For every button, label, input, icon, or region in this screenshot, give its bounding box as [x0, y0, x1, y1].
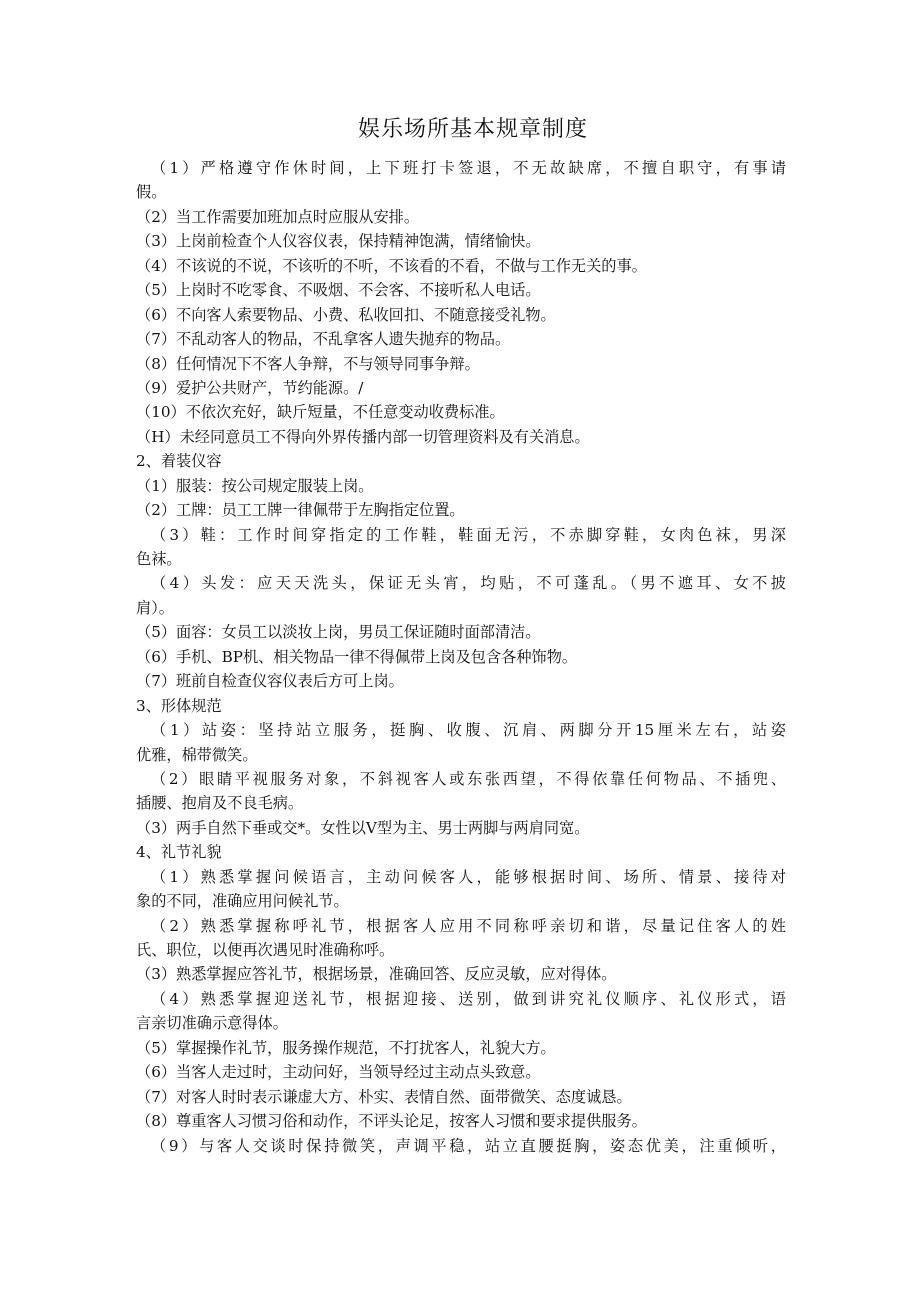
text-line: （2）眼睛平视服务对象，不斜视客人或东张西望，不得依靠任何物品、不插兜、 — [151, 769, 786, 788]
document-body — [136, 156, 786, 1158]
text-line: （3）鞋：工作时间穿指定的工作鞋，鞋面无污，不赤脚穿鞋，女肉色袜，男深 — [151, 525, 786, 544]
text-line: 3、形体规范 — [136, 696, 222, 715]
text-line: （3）两手自然下垂或交*。女性以V型为主、男士两脚与两肩同宽。 — [136, 818, 590, 837]
text-line: （6）手机、BP机、相关物品一律不得佩带上岗及包含各种饰物。 — [136, 647, 578, 666]
text-line: 假。 — [136, 183, 167, 202]
text-line: （5）面容：女员工以淡妆上岗，男员工保证随时面部清洁。 — [136, 623, 541, 642]
text-line: （8）尊重客人习惯习俗和动作，不评头论足，按客人习惯和要求提供服务。 — [136, 1112, 647, 1131]
text-line: （H）未经同意员工不得向外界传播内部一切管理资料及有关消息。 — [136, 427, 590, 446]
text-line: （4）头发：应天天洗头，保证无头宵，均贴，不可蓬乱。（男不遮耳、女不披 — [151, 574, 786, 593]
text-line: （7）不乱动客人的物品，不乱拿客人遗失抛弃的物品。 — [136, 330, 511, 349]
text-line: （2）工牌：员工工牌一律佩带于左胸指定位置。 — [136, 501, 465, 520]
text-line: 言亲切准确示意得体。 — [136, 1014, 288, 1033]
text-line: （6）不向客人索要物品、小费、私收回扣、不随意接受礼物。 — [136, 305, 556, 324]
document-title: 娱乐场所基本规章制度 — [357, 117, 588, 142]
text-line: （3）熟悉掌握应答礼节，根据场景，准确回答、反应灵敏，应对得体。 — [136, 965, 617, 984]
text-line: （7）对客人时时表示谦虚大方、朴实、表情自然、面带微笑、态度诚恳。 — [136, 1087, 632, 1106]
text-line: 4、礼节礼貌 — [136, 843, 222, 862]
text-line: （9）爱护公共财产，节约能源。/ — [136, 378, 364, 397]
text-line: （2）熟悉掌握称呼礼节，根据客人应用不同称呼亲切和谐，尽量记住客人的姓 — [151, 916, 786, 935]
text-line: （3）上岗前检查个人仪容仪表，保持精神饱满，情绪愉快。 — [136, 232, 541, 251]
text-line: （4）不该说的不说，不该听的不听，不该看的不看，不做与工作无关的事。 — [136, 256, 647, 275]
text-line: （4）熟悉掌握迎送礼节，根据迎接、送别，做到讲究礼仪顺序、礼仪形式，语 — [151, 989, 786, 1008]
text-line: （6）当客人走过时，主动问好，当领导经过主动点头致意。 — [136, 1063, 541, 1082]
text-line: （1）严格遵守作休时间，上下班打卡签退，不无故缺席，不擅自职守，有事请 — [151, 159, 786, 177]
text-line: 插腰、抱肩及不良毛病。 — [136, 794, 304, 813]
text-line: （9）与客人交谈时保持微笑，声调平稳，站立直腰挺胸，姿态优美，注重倾听， — [151, 1136, 786, 1155]
text-line: 色袜。 — [136, 550, 182, 568]
text-line: （1）站姿：坚持站立服务，挺胸、收腹、沉肩、两脚分开15厘米左右，站姿 — [151, 721, 786, 740]
text-line: （5）上岗时不吃零食、不吸烟、不会客、不接听私人电话。 — [136, 281, 541, 300]
text-line: （8）任何情况下不客人争辩，不与领导同事争辩。 — [136, 354, 480, 373]
document-page — [136, 112, 786, 1158]
text-line: 氏、职位，以便再次遇见时准确称呼。 — [136, 941, 395, 959]
text-line: （5）掌握操作礼节，服务操作规范，不打扰客人，礼貌大方。 — [136, 1038, 556, 1057]
text-line: 2、着装仪容 — [136, 452, 222, 471]
text-line: （1）熟悉掌握问候语言，主动问候客人，能够根据时间、场所、情景、接待对 — [151, 867, 786, 886]
text-line: 象的不同，准确应用问候礼节。 — [136, 892, 349, 911]
text-line: （2）当工作需要加班加点时应服从安排。 — [136, 207, 420, 226]
text-line: 优雅，棉带微笑。 — [136, 745, 258, 764]
text-line: （10）不依次充好，缺斤短量，不任意变动收费标准。 — [136, 403, 505, 422]
text-line: （1）服装：按公司规定服装上岗。 — [136, 476, 374, 495]
text-line: （7）班前自检查仪容仪表后方可上岗。 — [136, 672, 404, 691]
text-line: 肩）。 — [136, 598, 174, 617]
